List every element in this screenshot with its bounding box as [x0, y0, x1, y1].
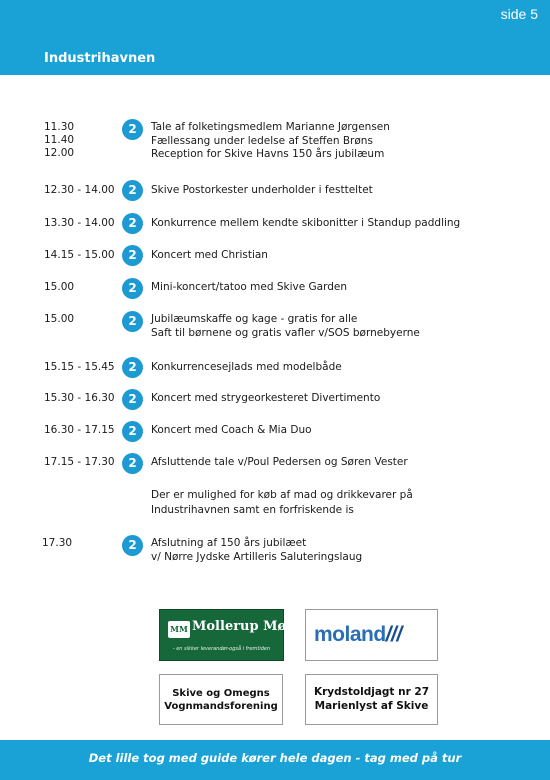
location-number-badge: 2: [122, 245, 143, 266]
location-number-badge: 2: [122, 535, 143, 556]
sponsor-tagline: - en sikker leverandør-også i fremtiden: [172, 646, 271, 652]
location-number-badge: 2: [122, 421, 143, 442]
location-number-badge: 2: [122, 357, 143, 378]
event-time: 14.15 - 15.00: [44, 249, 115, 261]
footer-band: [0, 740, 550, 780]
event-description: Konkurrencesejlads med modelbåde: [151, 361, 342, 373]
mm-badge-icon: MM: [168, 621, 190, 638]
event-time: 15.00: [44, 313, 75, 325]
sponsor-vognmand-logo: [159, 674, 283, 725]
event-description: Mini-koncert/tatoo med Skive Garden: [151, 281, 348, 293]
event-time: 16.30 - 17.15: [44, 424, 115, 436]
sponsor-name-line: Marienlyst af Skive: [314, 700, 429, 712]
sponsor-name-line: Skive og Omegns: [172, 688, 270, 699]
location-number-badge: 2: [122, 311, 143, 332]
sponsor-name: Mollerup Mølle: [192, 619, 305, 634]
location-number-badge: 2: [122, 453, 143, 474]
event-time: 17.30: [42, 537, 73, 549]
event-time: 12.30 - 14.00: [44, 184, 115, 196]
event-description: Tale af folketingsmedlem Marianne Jørgensen Fællessang under ledelse af Steffen Brøns Reception for Skive Havns 150 års jubilæum: [151, 121, 390, 160]
event-description: Koncert med Coach & Mia Duo: [151, 424, 312, 436]
sponsor-krydstold-logo: [305, 674, 438, 725]
location-number-badge: 2: [122, 119, 143, 140]
page-number: side 5: [500, 6, 538, 22]
sponsor-mollerup-logo: [159, 609, 305, 661]
location-number-badge: 2: [122, 180, 143, 201]
footer-text: Det lille tog med guide kører hele dagen - tag med på tur: [88, 751, 462, 765]
event-time: 13.30 - 14.00: [44, 217, 115, 229]
sponsor-moland-logo: [305, 609, 438, 661]
section-title: Industrihavnen: [44, 51, 156, 66]
event-time: 15.15 - 15.45: [44, 361, 115, 373]
event-description: Skive Postorkester underholder i festteltet: [151, 184, 373, 196]
sponsor-name: moland///: [314, 623, 402, 646]
event-time: 11.30 11.40 12.00: [44, 121, 75, 159]
event-description: Jubilæumskaffe og kage - gratis for alle Saft til børnene og gratis vafler v/SOS børnebyerne: [151, 313, 420, 339]
location-number-badge: 2: [122, 213, 143, 234]
event-time: 17.15 - 17.30: [44, 456, 115, 468]
event-description: Afsluttende tale v/Poul Pedersen og Søren Vester: [151, 456, 408, 468]
event-description: Afslutning af 150 års jubilæet v/ Nørre Jydske Artilleris Saluteringslaug: [151, 537, 363, 563]
event-time: 15.30 - 16.30: [44, 392, 115, 404]
food-drink-note: Der er mulighed for køb af mad og drikkevarer på Industrihavnen samt en forfriskende is: [151, 489, 413, 516]
event-time: 15.00: [44, 281, 75, 293]
sponsor-name-line: Vognmandsforening: [164, 701, 278, 712]
location-number-badge: 2: [122, 389, 143, 410]
header-band: [0, 0, 550, 75]
event-description: Konkurrence mellem kendte skibonitter i Standup paddling: [151, 217, 461, 229]
sponsor-name-line: Krydstoldjagt nr 27: [313, 686, 430, 698]
moland-slashes-icon: ///: [385, 623, 402, 646]
event-description: Koncert med strygeorkesteret Divertimento: [151, 392, 381, 404]
event-description: Koncert med Christian: [151, 249, 268, 261]
location-number-badge: 2: [122, 278, 143, 299]
